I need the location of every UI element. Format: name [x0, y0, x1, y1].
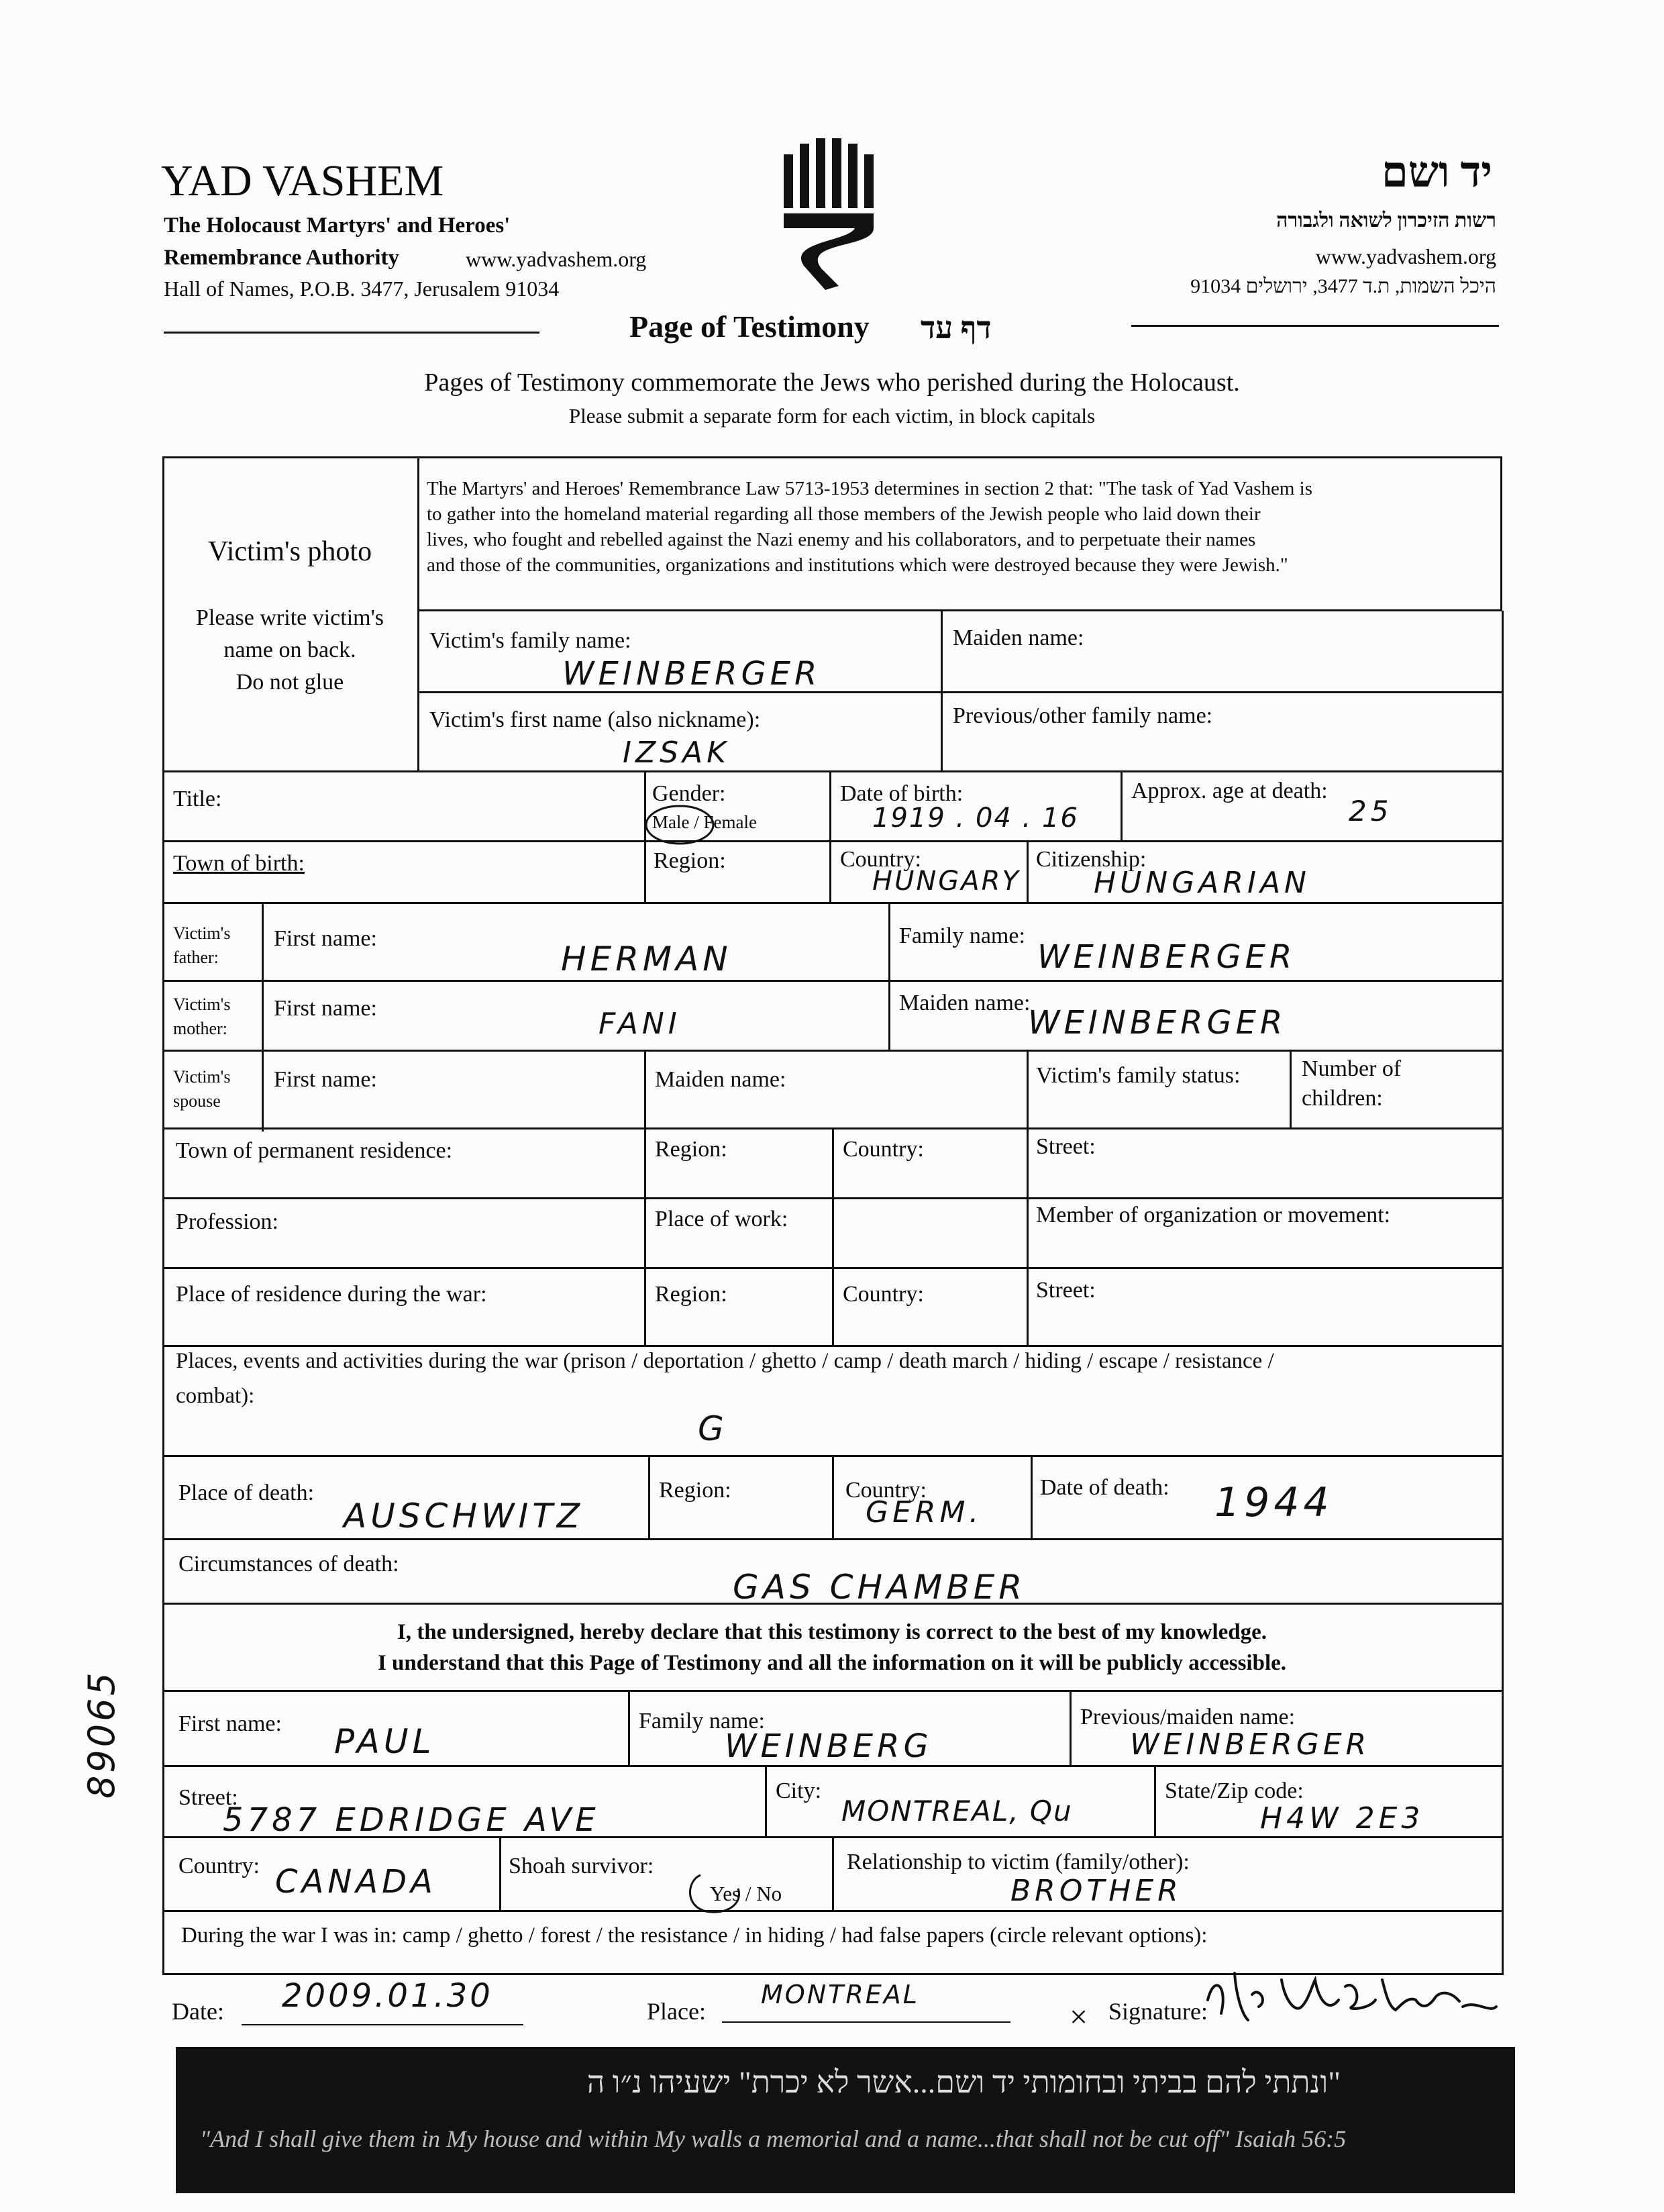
label-region-birth: Region: [654, 848, 726, 873]
intro-text: Pages of Testimony commemorate the Jews who perished during the Holocaust. [424, 368, 1240, 397]
label-mother-tag-2: mother: [173, 1019, 227, 1038]
shoah-survivor-options[interactable]: Yes / No [710, 1882, 782, 1905]
label-country-residence: Country: [843, 1137, 924, 1162]
label-father-tag-2: father: [173, 948, 219, 967]
label-relationship: Relationship to victim (family/other): [847, 1850, 1190, 1874]
photo-box-note-1: Please write victim's [196, 605, 384, 630]
label-spouse-maiden-name: Maiden name: [655, 1067, 786, 1092]
label-submitter-country: Country: [178, 1854, 260, 1878]
label-date-of-birth: Date of birth: [840, 781, 964, 806]
law-line-3: lives, who fought and rebelled against the Nazi enemy and his collaborators, and to perpetuate their names [427, 529, 1256, 550]
label-region-war: Region: [655, 1282, 727, 1307]
footer-banner [176, 2047, 1515, 2193]
label-spouse-first-name: First name: [274, 1067, 377, 1092]
signature-image[interactable] [1194, 1960, 1503, 2033]
value-submitter-family-name[interactable]: WEINBERG [725, 1727, 933, 1765]
value-submitter-city[interactable]: MONTREAL, Qu [841, 1795, 1073, 1827]
label-place: Place: [647, 1998, 706, 2025]
label-member-organization: Member of organization or movement: [1036, 1203, 1391, 1227]
label-war-places-2: combat): [176, 1384, 255, 1408]
photo-box-note-2: name on back. [223, 638, 356, 662]
label-country-birth: Country: [840, 847, 921, 872]
label-spouse-tag-1: Victim's [173, 1067, 231, 1087]
gender-options[interactable]: Male / Female [652, 812, 757, 832]
law-line-1: The Martyrs' and Heroes' Remembrance Law 5713-1953 determines in section 2 that: "The task of Yad Vashem is [427, 478, 1312, 499]
label-father-family-name: Family name: [899, 923, 1025, 948]
label-submitter-family-name: Family name: [639, 1709, 765, 1733]
value-father-first-name[interactable]: HERMAN [561, 940, 732, 978]
margin-reference-number: 89065 [81, 1670, 123, 1799]
label-maiden-name: Maiden name: [953, 625, 1084, 650]
value-country-birth[interactable]: HUNGARY [872, 866, 1021, 897]
value-relationship[interactable]: BROTHER [1010, 1874, 1182, 1908]
gender-male-circle [643, 801, 717, 848]
label-permanent-residence: Town of permanent residence: [176, 1138, 453, 1163]
hebrew-org-subtitle: רשות הזיכרון לשואה ולגבורה [1276, 209, 1496, 232]
label-children-1: Number of [1302, 1056, 1402, 1081]
yad-vashem-logo [774, 134, 882, 295]
form-title-hebrew: דף עד [921, 311, 992, 345]
org-subtitle-1: The Holocaust Martyrs' and Heroes' [164, 213, 511, 238]
value-mother-maiden-name[interactable]: WEINBERGER [1028, 1004, 1287, 1042]
law-line-4: and those of the communities, organizations and institutions which were destroyed because they were Jewish." [427, 554, 1288, 576]
label-profession: Profession: [176, 1209, 278, 1234]
label-signature: Signature: [1108, 1998, 1208, 2025]
label-place-of-work: Place of work: [655, 1207, 788, 1231]
label-war-residence: Place of residence during the war: [176, 1282, 487, 1307]
value-date-of-birth[interactable]: 1919 . 04 . 16 [872, 803, 1079, 834]
law-line-2: to gather into the homeland material regarding all those members of the Jewish people who laid down their [427, 503, 1261, 525]
label-children-2: children: [1302, 1086, 1383, 1111]
label-during-war: During the war I was in: camp / ghetto / forest / the resistance / in hiding / had false papers (circle relevant options): [181, 1923, 1208, 1948]
label-region-residence: Region: [655, 1137, 727, 1162]
label-mother-first-name: First name: [274, 996, 377, 1021]
form-title: Page of Testimony [629, 309, 870, 344]
value-place-of-death[interactable]: AUSCHWITZ [344, 1497, 584, 1536]
label-title: Title: [173, 787, 222, 811]
value-age-at-death[interactable]: 25 [1349, 795, 1393, 827]
value-victim-first-name[interactable]: IZSAK [623, 736, 731, 770]
label-shoah-survivor: Shoah survivor: [509, 1854, 654, 1878]
label-date: Date: [172, 1998, 224, 2025]
footer-english-quote: "And I shall give them in My house and within My walls a memorial and a name...that shall not be cut off" Isaiah 56:5 [200, 2125, 1347, 2152]
value-submitter-country[interactable]: CANADA [275, 1863, 437, 1901]
signature-mark: × [1070, 1999, 1088, 2035]
value-submitter-prev-maiden[interactable]: WEINBERGER [1130, 1727, 1371, 1762]
label-father-first-name: First name: [274, 926, 377, 951]
date-underline [242, 2024, 523, 2025]
place-underline [722, 2021, 1010, 2023]
label-street-war: Street: [1036, 1278, 1096, 1303]
value-date[interactable]: 2009.01.30 [282, 1977, 493, 2015]
label-circumstances: Circumstances of death: [178, 1552, 399, 1576]
value-submitter-street[interactable]: 5787 EDRIDGE AVE [223, 1801, 600, 1839]
label-submitter-city: City: [776, 1778, 822, 1803]
label-submitter-street: Street: [178, 1785, 238, 1810]
label-father-tag-1: Victim's [173, 923, 231, 943]
label-family-status: Victim's family status: [1036, 1063, 1241, 1088]
value-date-of-death[interactable]: 1944 [1214, 1479, 1333, 1526]
value-mother-first-name[interactable]: FANI [599, 1007, 681, 1041]
label-mother-maiden-name: Maiden name: [899, 991, 1031, 1015]
label-victim-first-name: Victim's first name (also nickname): [429, 707, 761, 732]
label-submitter-state-zip: State/Zip code: [1165, 1778, 1304, 1803]
label-date-of-death: Date of death: [1040, 1475, 1169, 1500]
label-submitter-prev-maiden: Previous/maiden name: [1080, 1705, 1296, 1729]
shoah-yes-circle [674, 1866, 754, 1919]
label-spouse-tag-2: spouse [173, 1091, 221, 1111]
value-victim-family-name[interactable]: WEINBERGER [562, 655, 821, 693]
label-place-of-death: Place of death: [178, 1480, 315, 1505]
label-region-death: Region: [659, 1478, 731, 1503]
declaration-line-2: I understand that this Page of Testimony and all the information on it will be publicly accessible. [377, 1651, 1287, 1675]
value-submitter-first-name[interactable]: PAUL [334, 1722, 435, 1761]
label-country-war: Country: [843, 1282, 924, 1307]
photo-box-note-3: Do not glue [236, 670, 344, 695]
declaration-line-1: I, the undersigned, hereby declare that this testimony is correct to the best of my knowledge. [397, 1620, 1267, 1644]
label-submitter-first-name: First name: [178, 1711, 282, 1736]
instruction-text: Please submit a separate form for each victim, in block capitals [568, 404, 1096, 428]
photo-box-title: Victim's photo [207, 536, 372, 567]
header-rule-left [164, 332, 539, 334]
label-town-of-birth: Town of birth: [173, 851, 305, 876]
org-website-left: www.yadvashem.org [466, 247, 647, 271]
header-rule-right [1131, 325, 1499, 327]
label-war-places-1: Places, events and activities during the war (prison / deportation / ghetto / camp / death march / hiding / escape / resistance / [176, 1349, 1274, 1373]
org-subtitle-2: Remembrance Authority [164, 246, 400, 270]
label-country-death: Country: [845, 1478, 927, 1503]
footer-hebrew-quote: "ונתתי להם בביתי ובחומותי יד ושם...אשר לא יכרת" ישעיהו נ״ו ה [586, 2065, 1341, 2099]
label-street-residence: Street: [1036, 1134, 1096, 1159]
org-website-right: www.yadvashem.org [1315, 244, 1496, 268]
value-place[interactable]: MONTREAL [761, 1980, 919, 2009]
label-age-at-death: Approx. age at death: [1131, 778, 1328, 803]
label-previous-family-name: Previous/other family name: [953, 703, 1213, 728]
value-circumstances[interactable]: GAS CHAMBER [733, 1568, 1027, 1607]
value-war-places[interactable]: G [698, 1409, 728, 1448]
value-father-family-name[interactable]: WEINBERGER [1037, 938, 1296, 976]
label-mother-tag-1: Victim's [173, 995, 231, 1014]
org-address: Hall of Names, P.O.B. 3477, Jerusalem 91034 [164, 276, 560, 301]
value-submitter-zip[interactable]: H4W 2E3 [1260, 1801, 1424, 1836]
label-gender: Gender: [652, 781, 726, 806]
label-citizenship: Citizenship: [1036, 847, 1147, 872]
value-country-death[interactable]: GERM. [866, 1495, 983, 1529]
hebrew-address: היכל השמות, ת.ד 3477, ירושלים 91034 [1190, 275, 1496, 297]
org-name: YAD VASHEM [161, 156, 444, 205]
hebrew-org-name: יד ושם [1381, 148, 1492, 196]
label-victim-family-name: Victim's family name: [429, 628, 631, 653]
value-citizenship[interactable]: HUNGARIAN [1094, 866, 1310, 900]
